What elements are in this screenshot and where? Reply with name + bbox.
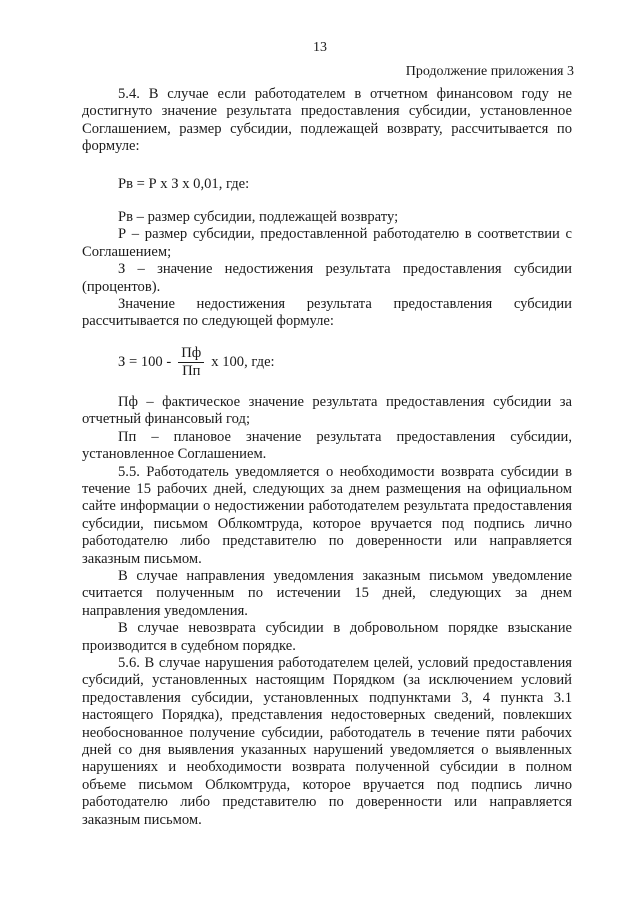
formula-lhs: З = 100 - [118,353,172,370]
formula-fraction [178,345,204,380]
paragraph-z-calculation: Значение недостижения результата предоставления субсидии рассчитывается по следующей формуле: [82,296,572,330]
definition-rv: Рв – размер субсидии, подлежащей возврату; [118,209,399,226]
page-number: 13 [313,40,327,55]
fraction-denominator: Пп [182,362,201,379]
paragraph-5-5-court: В случае невозврата субсидии в добровольном порядке взыскание производится в судебном порядке. [82,620,572,654]
formula-refund: Рв = Р х З х 0,01, где: [118,175,250,192]
formula-rhs: x 100, где: [211,353,275,370]
paragraph-5-5-notice: В случае направления уведомления заказным письмом уведомление считается полученным по истечении 15 дней, следующих за днем направления уведомления. [82,567,572,619]
paragraph-5-5: 5.5. Работодатель уведомляется о необходимости возврата субсидии в течение 15 рабочих дней, следующих за днем размещения на официальном сайте информации о недостижении работодателем результата предоставления субсидии, письмом Облкомтруда, которое вручается под подпись лично работодателю либо представителю по доверенности или направляется заказным письмом. [82,463,572,567]
formula-shortfall [118,345,572,380]
fraction-numerator: Пф [178,345,204,363]
definition-r: Р – размер субсидии, предоставленной работодателю в соответствии с Соглашением; [82,226,572,260]
continuation-label: Продолжение приложения 3 [405,64,574,79]
paragraph-5-6: 5.6. В случае нарушения работодателем целей, условий предоставления субсидий, установленных настоящим Порядком (за исключением условий предоставления субсидии, установленных подпунктами 3, 4 пункта 3.1 настоящего Порядка), представления недостоверных сведений, повлекших необоснованное получение субсидии, работодатель в течение пяти рабочих дней со дня выявления указанных нарушений уведомляется о выявленных нарушениях и необходимости возврата полученной субсидии в полном объеме письмом Облкомтруда, которое вручается под подпись лично работодателю либо представителю по доверенности или направляется заказным письмом. [82,654,572,828]
definition-pf: Пф – фактическое значение результата предоставления субсидии за отчетный финансовый год; [82,393,572,428]
definition-z: З – значение недостижения результата предоставления субсидии (процентов). [82,261,572,295]
paragraph-5-4: 5.4. В случае если работодателем в отчетном финансовом году не достигнуто значение результата предоставления субсидии, установленное Соглашением, размер субсидии, подлежащей возврату, рассчитывается по формуле: [82,86,572,155]
document-body [82,86,572,829]
definition-pp: Пп – плановое значение результата предоставления субсидии, установленное Соглашением. [82,428,572,463]
